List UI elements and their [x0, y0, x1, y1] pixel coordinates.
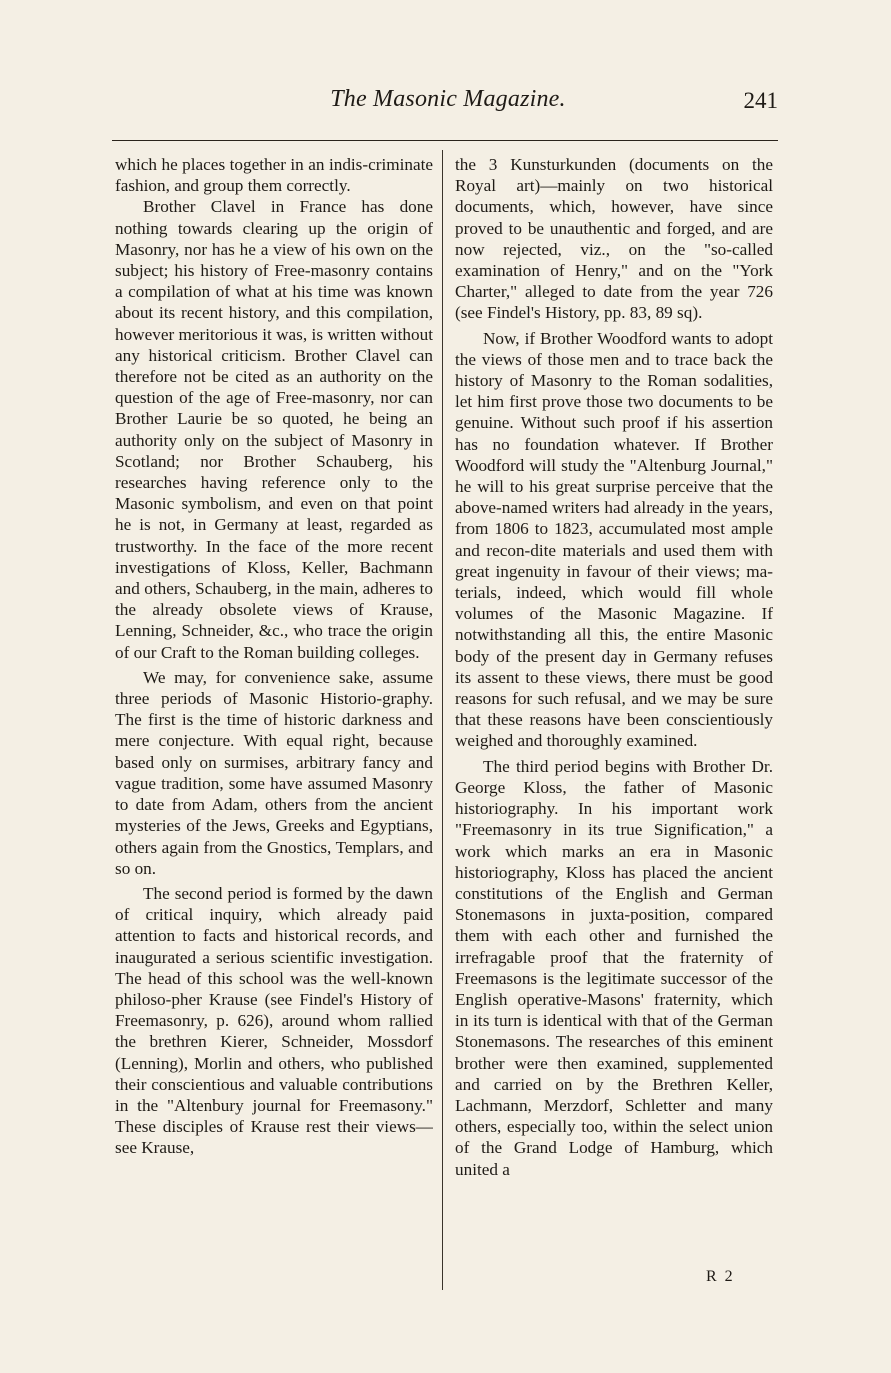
- signature-mark: R 2: [706, 1268, 735, 1285]
- left-paragraph-2: Brother Clavel in France has done nothing towards clearing up the origin of Masonry, nor has he a view of his own on the subject; his history of Free-masonry contains a compilation of what at his time was known about its recent history, and this compilation, however meritorious it was, is written without any historical criticism. Brother Clavel can therefore not be cited as an authority on the question of the age of Free-masonry, nor can Brother Laurie be so quoted, he being an authority only on the subject of Masonry in Scotland; nor Brother Schauberg, his researches having reference only to the Masonic symbolism, and even on that point he is not, in Germany at least, regarded as trustworthy. In the face of the more recent investigations of Kloss, Keller, Bachmann and others, Schauberg, in the main, adheres to the already obsolete views of Krause, Lenning, Schneider, &c., who trace the origin of our Craft to the Roman building colleges.: [115, 197, 433, 662]
- left-paragraph-1: which he places together in an indis-criminate fashion, and group them correctly.: [115, 155, 433, 196]
- column-divider: [442, 150, 443, 1290]
- running-header: [112, 86, 784, 122]
- right-paragraph-2: Now, if Brother Woodford wants to adopt the views of those men and to trace back the history of Masonry to the Roman sodalities, let him first prove those two documents to be genuine. Without such proof if his assertion has no foundation whatever. If Brother Woodford will study the "Altenburg Journal," he will to his great surprise perceive that the above-named writers had already in the years, from 1806 to 1823, accumulated most ample and recon-dite materials and used them with great ingenuity in favour of their views; ma-terials, indeed, which would fill whole volumes of the Masonic Magazine. If notwithstanding all this, the entire Masonic body of the present day in Germany refuses its assent to these views, there must be good reasons for such refusal, and we may be sure that these reasons have been conscientiously weighed and thoroughly examined.: [455, 328, 773, 751]
- left-paragraph-3: We may, for convenience sake, assume three periods of Masonic Historio-graphy. The first is the time of historic darkness and mere conjecture. With equal right, because based only on surmises, arbitrary fancy and vague tradition, some have assumed Masonry to date from Adam, others from the ancient mysteries of the Jews, Greeks and Egyptians, others again from the Gnostics, Templars, and so on.: [115, 667, 433, 878]
- left-column: [115, 154, 433, 1304]
- right-paragraph-1: the 3 Kunsturkunden (documents on the Royal art)—mainly on two historical documents, which, however, have since proved to be unauthentic and forged, and are now rejected, viz., on the "so-called examination of Henry," and on the "York Charter," alleged to date from the year 726 (see Findel's History, pp. 83, 89 sq).: [455, 155, 773, 323]
- header-rule: [112, 140, 778, 141]
- right-column: [455, 154, 773, 1304]
- right-paragraph-3: The third period begins with Brother Dr. George Kloss, the father of Masonic historiography. In his important work "Freemasonry in its true Signification," a work which marks an era in Masonic historiography, Kloss has placed the ancient constitutions of the English and German Stonemasons in juxta-position, compared them with each other and furnished the irrefragable proof that the fraternity of Freemasons is the legitimate successor of the English operative-Masons' fraternity, which in its turn is identical with that of the German Stonemasons. The researches of this eminent brother were then examined, supplemented and carried on by the Brethren Keller, Lachmann, Merzdorf, Schletter and many others, especially too, within the select union of the Grand Lodge of Hamburg, which united a: [455, 756, 773, 1179]
- journal-title: The Masonic Magazine.: [330, 86, 566, 112]
- left-paragraph-4: The second period is formed by the dawn of critical inquiry, which already paid attention to facts and historical records, and inaugurated a serious scientific investigation. The head of this school was the well-known philoso-pher Krause (see Findel's History of Freemasonry, p. 626), around whom rallied the brethren Kierer, Schneider, Mossdorf (Lenning), Morlin and others, who published their conscientious and valuable contributions in the "Altenbury journal for Freemasony." These disciples of Krause rest their views—see Krause,: [115, 883, 433, 1158]
- page-number: 241: [743, 88, 778, 113]
